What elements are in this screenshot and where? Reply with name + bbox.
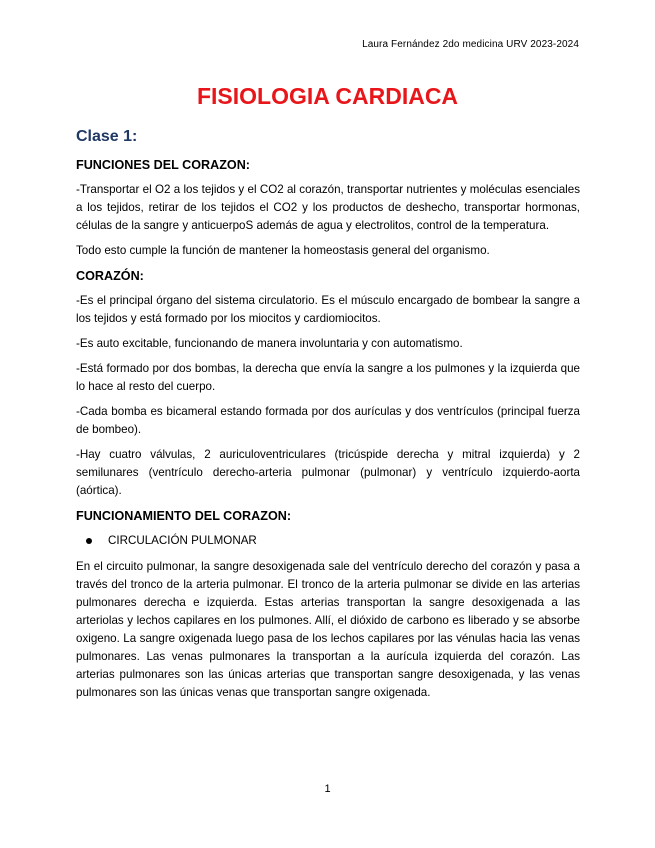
document-body [76, 126, 580, 709]
corazon-paragraph-1: -Es el principal órgano del sistema circulatorio. Es el músculo encargado de bombear la sangre a los tejidos y está formado por los miocitos y cardiomiocitos. [76, 294, 580, 325]
bullet-dot-icon [86, 538, 92, 544]
funciones-paragraph-2: Todo esto cumple la función de mantener la homeostasis general del organismo. [76, 244, 490, 257]
corazon-paragraph-2: -Es auto excitable, funcionando de manera involuntaria y con automatismo. [76, 337, 463, 350]
bullet-label: CIRCULACIÓN PULMONAR [108, 534, 257, 547]
corazon-paragraph-4: -Cada bomba es bicameral estando formada por dos aurículas y dos ventrículos (principal fuerza de bombeo). [76, 405, 580, 436]
funciones-heading: FUNCIONES DEL CORAZON: [76, 158, 250, 172]
clase-heading: Clase 1: [76, 128, 138, 145]
corazon-heading: CORAZÓN: [76, 269, 144, 283]
document-title: FISIOLOGIA CARDIACA [196, 83, 459, 109]
corazon-paragraph-5: -Hay cuatro válvulas, 2 auriculoventriculares (tricúspide derecha y mitral izquierda) y 2 semilunares (ventrículo derecho-arteria pulmonar (pulmonar) y ventrículo izquierdo-aorta (aórtica). [76, 448, 580, 497]
funcionamiento-heading: FUNCIONAMIENTO DEL CORAZON: [76, 509, 292, 523]
page-number: 1 [324, 783, 331, 795]
bullet-item [76, 532, 580, 550]
page-header: Laura Fernández 2do medicina URV 2023-2024 [362, 39, 579, 50]
funcionamiento-paragraph-1: En el circuito pulmonar, la sangre desoxigenada sale del ventrículo derecho del corazón y pasa a través del tronco de la arteria pulmonar. El tronco de la arteria pulmonar se divide en las arterias pulmonares derecha e izquierda. Estas arterias transportan la sangre desoxigenada a las arteriolas y lechos capilares en los pulmones. Allí, el dióxido de carbono es liberado y se absorbe oxigeno. La sangre oxigenada luego pasa de los lechos capilares por las vénulas hacia las venas pulmonares. Las venas pulmonares la transportan a la aurícula izquierda del corazón. Las arterias pulmonares son las únicas arterias que transportan sangre desoxigenada, y las venas pulmonares son las únicas venas que transportan sangre oxigenada. [76, 560, 580, 699]
funciones-paragraph-1: -Transportar el O2 a los tejidos y el CO2 al corazón, transportar nutrientes y moléculas esenciales a los tejidos, retirar de los tejidos el CO2 y los productos de deshecho, transportar hormonas, células de la sangre y anticuerpoS además de agua y electrolitos, control de la temperatura. [76, 183, 580, 232]
corazon-paragraph-3: -Está formado por dos bombas, la derecha que envía la sangre a los pulmones y la izquierda que lo hace al resto del cuerpo. [76, 362, 580, 393]
